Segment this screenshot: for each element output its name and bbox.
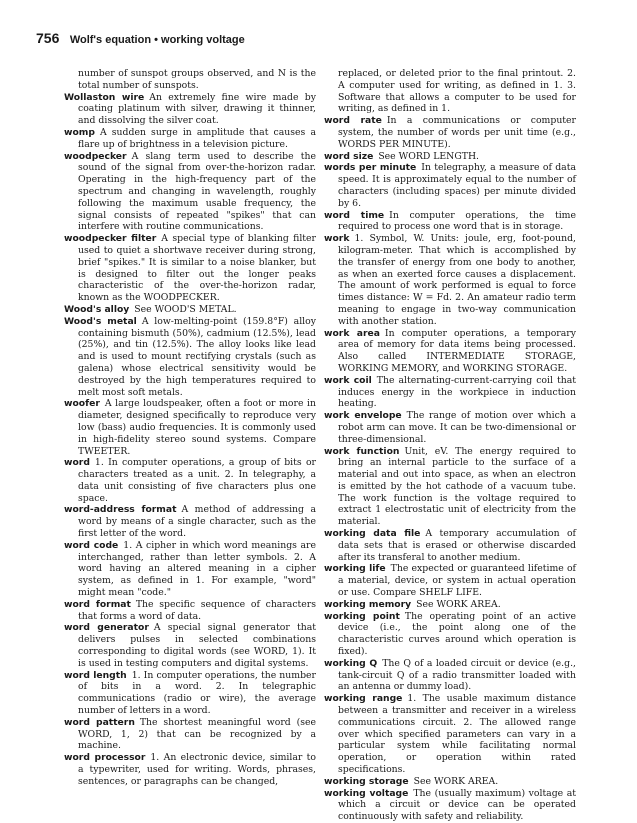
entry-term: Wood's alloy xyxy=(64,303,130,315)
entry-definition: The shortest meaningful word (see WORD, 1, 2) that can be recognized by a machine. xyxy=(78,716,316,752)
running-header xyxy=(36,30,245,48)
dictionary-entry xyxy=(324,68,576,115)
entry-term: working memory xyxy=(324,598,412,610)
entry-definition: See WORK AREA. xyxy=(413,775,499,787)
entry-term: words per minute xyxy=(324,162,417,174)
entry-definition: 1. In computer operations, a group of bits or characters treated as a unit. 2. In telegraphy, a data unit consisting of five characters plus one space. xyxy=(78,457,316,504)
entry-term: Wood's metal xyxy=(64,315,137,327)
entry-definition: See WOOD'S METAL. xyxy=(134,303,237,315)
entry-term: word time xyxy=(324,209,385,221)
entry-definition: The range of motion over which a robot arm can move. It can be two-dimensional or three-dimensional. xyxy=(338,410,576,445)
entry-definition: A special type of blanking filter used to quiet a shortwave receiver during strong, brief "spikes." It is similar to a noise blanker, but is designed to filter out the longer peaks characteristic of the over-the-horizon radar, known as the WOODPECKER. xyxy=(78,233,316,304)
dictionary-entry xyxy=(324,599,576,611)
dictionary-entry xyxy=(324,210,576,234)
entry-term: word-address format xyxy=(64,504,177,516)
entry-definition: In computer operations, a temporary area of memory for data items being processed. Also called INTERMEDIATE STORAGE, WORKING MEMORY, and WORKING STORAGE. xyxy=(338,327,576,374)
entry-definition: In telegraphy, a measure of data speed. It is approximately equal to the number of characters (including spaces) per minute divided by 6. xyxy=(338,162,576,209)
dictionary-entry xyxy=(64,92,316,127)
entry-term: word processor xyxy=(64,752,146,764)
dictionary-entry xyxy=(324,151,576,163)
dictionary-entry xyxy=(64,127,316,151)
entry-term: working life xyxy=(324,563,386,575)
entry-term: working storage xyxy=(324,775,409,787)
entry-definition: See WORD LENGTH. xyxy=(378,150,480,162)
entry-definition: number of sunspot groups observed, and N is the total number of sunspots. xyxy=(78,68,316,91)
entry-term: word size xyxy=(324,150,374,162)
entry-term: word generator xyxy=(64,622,149,634)
dictionary-entry xyxy=(64,457,316,504)
dictionary-entry xyxy=(324,162,576,209)
entry-definition: See WORK AREA. xyxy=(416,598,501,610)
left-column xyxy=(64,68,316,788)
entry-term: working Q xyxy=(324,657,378,669)
entry-definition: A sudden surge in amplitude that causes a flare up of brightness in a television picture. xyxy=(78,126,316,150)
dictionary-entry xyxy=(64,316,316,399)
entry-term: word length xyxy=(64,669,127,681)
entry-definition: replaced, or deleted prior to the final printout. 2. A computer used for writing, as defined in 1. 3. Software that allows a computer to be used for writing, as defined in 1. xyxy=(338,68,576,115)
entry-term: work envelope xyxy=(324,410,402,422)
dictionary-entry xyxy=(324,375,576,410)
dictionary-entry xyxy=(64,233,316,304)
entry-definition: A large loudspeaker, often a foot or more in diameter, designed specifically to reproduce very low (bass) audio frequencies. It is commonly used in high-fidelity stereo sound systems. Compare TWEETER. xyxy=(78,398,316,457)
dictionary-entry xyxy=(64,304,316,316)
entry-definition: A slang term used to describe the sound of the signal from over-the-horizon radar. Operating in the high-frequency part of the spectrum and changing in wavelength, roughly following the maximum usable frequency, the signal consists of repeated "spikes" that can interfere with routine communications. xyxy=(78,150,316,233)
entry-definition: 1. A cipher in which word meanings are interchanged, rather than letter symbols. 2. A word having an altered meaning in a cipher system, as defined in 1. For example, "word" might mean "code." xyxy=(78,539,316,599)
entry-term: woodpecker xyxy=(64,150,127,162)
dictionary-entry xyxy=(64,504,316,539)
dictionary-entry xyxy=(324,693,576,776)
entry-term: work xyxy=(324,233,350,245)
entry-term: work coil xyxy=(324,374,372,386)
page-number: 756 xyxy=(36,30,60,46)
entry-definition: The alternating-current-carrying coil that induces energy in the workpiece in induction heating. xyxy=(338,374,576,410)
entry-term: word rate xyxy=(324,115,382,127)
dictionary-entry xyxy=(324,658,576,693)
entry-definition: 1. In computer operations, the number of bits in a word. 2. In telegraphic communications (radio or wire), the average number of letters in a word. xyxy=(78,669,316,717)
entry-definition: The specific sequence of characters that forms a word of data. xyxy=(78,598,316,622)
entry-term: Wollaston wire xyxy=(64,91,145,103)
dictionary-entry xyxy=(64,752,316,787)
dictionary-entry xyxy=(64,398,316,457)
entry-term: word pattern xyxy=(64,716,135,728)
entry-term: woodpecker filter xyxy=(64,233,157,245)
entry-definition: An extremely fine wire made by coating platinum with silver, drawing it thinner, and dissolving the silver coat. xyxy=(78,91,316,127)
dictionary-entry xyxy=(324,115,576,150)
dictionary-entry xyxy=(64,540,316,599)
entry-definition: The Q of a loaded circuit or device (e.g., tank-circuit Q of a radio transmitter loaded with an antenna or dummy load). xyxy=(338,657,576,693)
entry-term: working point xyxy=(324,610,400,622)
dictionary-entry xyxy=(64,599,316,623)
dictionary-entry xyxy=(64,670,316,717)
entry-term: word xyxy=(64,457,90,469)
right-column xyxy=(324,68,576,823)
entry-term: womp xyxy=(64,126,95,138)
entry-definition: The (usually maximum) voltage at which a circuit or device can be operated continuously with safety and reliability. xyxy=(338,787,577,823)
entry-definition: 1. Symbol, W. Units: joule, erg, foot-pound, kilogram-meter. That which is accomplished by the transfer of energy from one body to another, as when an exerted force causes a displacement. The amount of work performed is equal to force times distance: W = Fd. 2. An amateur radio term meaning to engage in two-way communication with another station. xyxy=(338,233,576,327)
dictionary-entry xyxy=(324,788,576,823)
dictionary-entry xyxy=(324,410,576,445)
entry-term: working data file xyxy=(324,528,421,540)
dictionary-entry xyxy=(64,151,316,234)
dictionary-entry xyxy=(324,563,576,598)
dictionary-entry xyxy=(324,611,576,658)
dictionary-entry xyxy=(324,776,576,788)
entry-term: working range xyxy=(324,693,403,705)
entry-term: woofer xyxy=(64,398,100,410)
dictionary-entry xyxy=(324,446,576,529)
entry-definition: In a communications or computer system, the number of words per unit time (e.g., WORDS PER MINUTE). xyxy=(338,115,576,150)
entry-definition: In computer operations, the time required to process one word that is in storage. xyxy=(338,209,576,233)
entry-definition: The expected or guaranteed lifetime of a material, device, or system in actual operation or use. Compare SHELF LIFE. xyxy=(338,563,576,599)
entry-term: word code xyxy=(64,539,119,551)
entry-term: working voltage xyxy=(324,787,409,799)
dictionary-entry xyxy=(64,622,316,669)
entry-definition: A method of addressing a word by means of a single character, such as the first letter of the word. xyxy=(78,504,316,540)
entry-definition: A temporary accumulation of data sets that is erased or otherwise discarded after its transferal to another medium. xyxy=(338,528,576,563)
entry-term: work function xyxy=(324,445,400,457)
entry-definition: The operating point of an active device (i.e., the point along one of the characteristic curves around which operation is fixed). xyxy=(338,610,576,658)
dictionary-entry xyxy=(324,528,576,563)
entry-term: work area xyxy=(324,327,380,339)
entry-definition: A low-melting-point (159.8°F) alloy containing bismuth (50%), cadmium (12.5%), lead (25%), and tin (12.5%). The alloy looks like lead and is used to mount rectifying crystals (such as galena) whose electrical sensitivity would be destroyed by the high temperatures required to melt most soft metals. xyxy=(78,315,316,398)
entry-definition: Unit, eV. The energy required to bring an internal particle to the surface of a material and out into space, as when an electron is emitted by the hot cathode of a vacuum tube. The work function is the voltage required to extract 1 electrostatic unit of electricity from the material. xyxy=(338,445,577,528)
dictionary-entry xyxy=(324,233,576,327)
dictionary-entry xyxy=(324,328,576,375)
entry-term: word format xyxy=(64,598,131,610)
dictionary-entry xyxy=(64,68,316,92)
dictionary-entry xyxy=(64,717,316,752)
entry-definition: A special signal generator that delivers pulses in selected combinations corresponding to digital words (see WORD, 1). It is used in testing computers and digital systems. xyxy=(78,622,316,669)
entry-definition: 1. An electronic device, similar to a typewriter, used for writing. Words, phrases, sentences, or paragraphs can be changed, xyxy=(78,752,317,787)
running-title: Wolf's equation • working voltage xyxy=(69,34,245,46)
entry-definition: 1. The usable maximum distance between a transmitter and receiver in a wireless communications circuit. 2. The allowed range over which specified parameters can vary in a particular system while facilitating normal operation, or operation within rated specifications. xyxy=(338,693,576,776)
